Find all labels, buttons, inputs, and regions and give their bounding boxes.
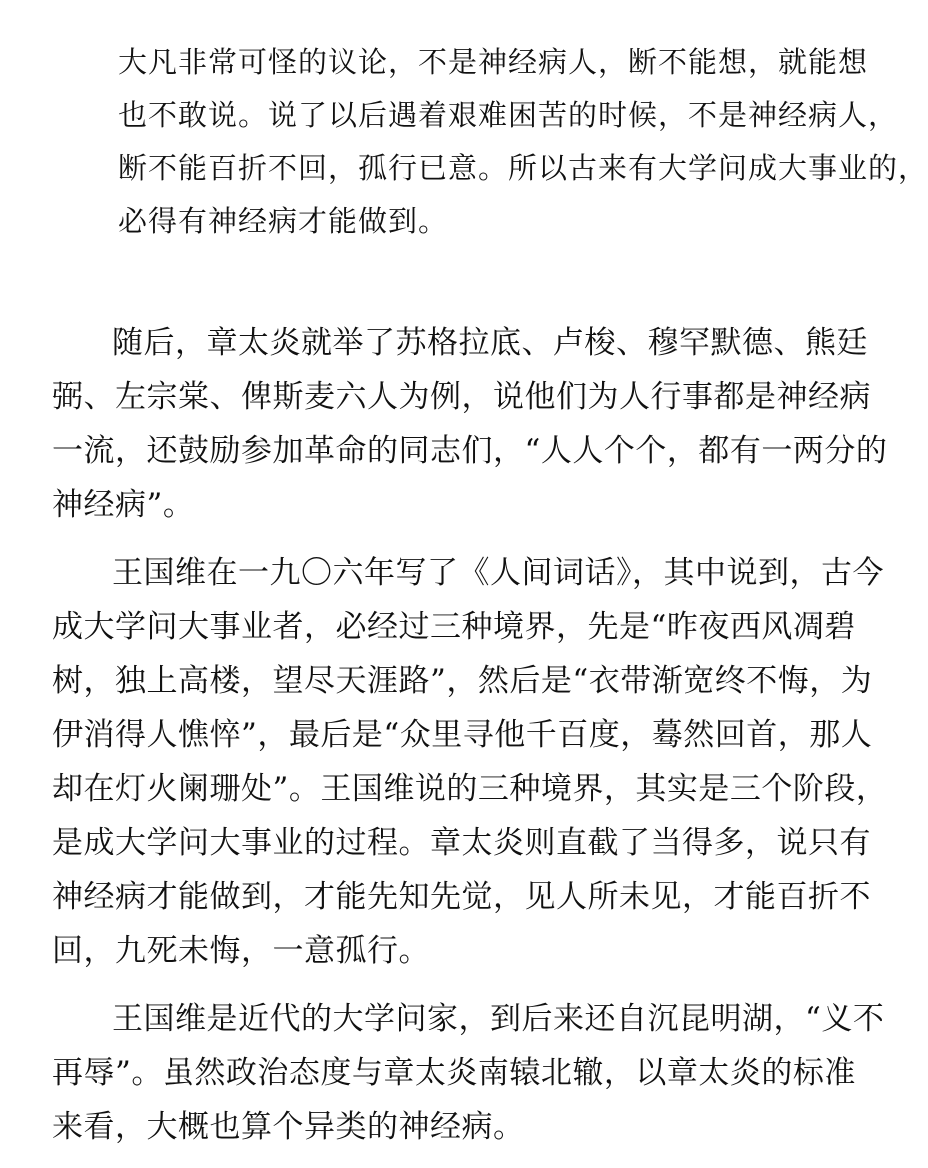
paragraph-line: 王国维是近代的大学问家，到后来还自沉昆明湖，“义不 <box>112 1001 885 1037</box>
paragraph-wang-conclusion <box>52 992 885 1154</box>
body-text <box>52 316 888 1168</box>
paragraph-zhang-examples <box>52 316 888 532</box>
quote-line: 也不敢说。说了以后遇着艰难困苦的时候，不是神经病人， <box>118 98 899 132</box>
paragraph-line: 弼、左宗棠、俾斯麦六人为例，说他们为人行事都是神经病 <box>52 379 871 415</box>
paragraph-line: 成大学问大事业者，必经过三种境界，先是“昨夜西风凋碧 <box>52 609 856 645</box>
paragraph-line: 神经病”。 <box>52 487 195 523</box>
quote-block <box>118 36 928 248</box>
paragraph-line: 王国维在一九〇六年写了《人间词话》，其中说到，古今 <box>112 555 884 591</box>
quote-line: 必得有神经病才能做到。 <box>118 204 449 238</box>
quote-line: 断不能百折不回，孤行已意。所以古来有大学问成大事业的， <box>118 151 928 185</box>
paragraph-line: 再辱”。虽然政治态度与章太炎南辕北辙，以章太炎的标准 <box>52 1055 856 1091</box>
quote-line: 大凡非常可怪的议论，不是神经病人，断不能想，就能想 <box>118 45 869 79</box>
paragraph-line: 是成大学问大事业的过程。章太炎则直截了当得多，说只有 <box>52 825 871 861</box>
paragraph-line: 伊消得人憔悴”，最后是“众里寻他千百度，蓦然回首，那人 <box>52 717 873 753</box>
paragraph-line: 神经病才能做到，才能先知先觉，见人所未见，才能百折不 <box>52 879 871 915</box>
paragraph-line: 树，独上高楼，望尽天涯路”，然后是“衣带渐宽终不悔，为 <box>52 663 873 699</box>
paragraph-line: 来看，大概也算个异类的神经病。 <box>52 1109 525 1145</box>
paragraph-line: 回，九死未悔，一意孤行。 <box>52 933 430 969</box>
paragraph-wang-three-realms <box>52 546 888 978</box>
paragraph-line: 一流，还鼓励参加革命的同志们，“人人个个，都有一两分的 <box>52 433 888 469</box>
paragraph-line: 却在灯火阑珊处”。王国维说的三种境界，其实是三个阶段， <box>52 771 888 807</box>
paragraph-line: 随后，章太炎就举了苏格拉底、卢梭、穆罕默德、熊廷 <box>112 325 868 361</box>
